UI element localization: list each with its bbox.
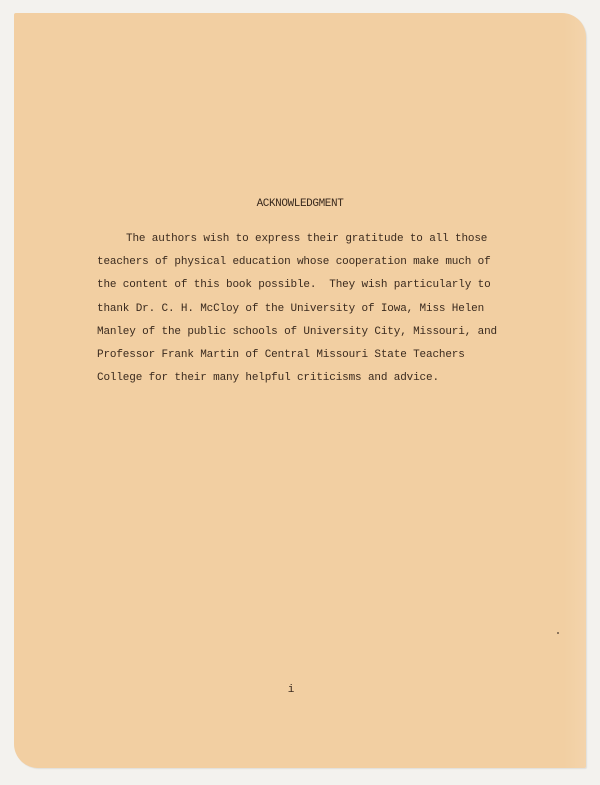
paragraph-line: College for their many helpful criticisms and advice.: [97, 372, 439, 385]
acknowledgment-paragraph: [97, 228, 527, 390]
paper-speck: [557, 632, 559, 634]
paragraph-line: thank Dr. C. H. McCloy of the University of Iowa, Miss Helen: [97, 302, 485, 315]
paragraph-line: The authors wish to express their gratitude to all those: [126, 233, 488, 245]
document-page: [14, 13, 586, 768]
page-number: i: [287, 684, 295, 696]
paragraph-line: the content of this book possible. They wish particularly to: [97, 279, 491, 292]
paragraph-line: Professor Frank Martin of Central Missouri State Teachers: [97, 349, 465, 362]
page-title: ACKNOWLEDGMENT: [256, 198, 344, 210]
paragraph-line: Manley of the public schools of University City, Missouri, and: [97, 325, 497, 338]
paragraph-line: teachers of physical education whose cooperation make much of: [97, 256, 491, 269]
